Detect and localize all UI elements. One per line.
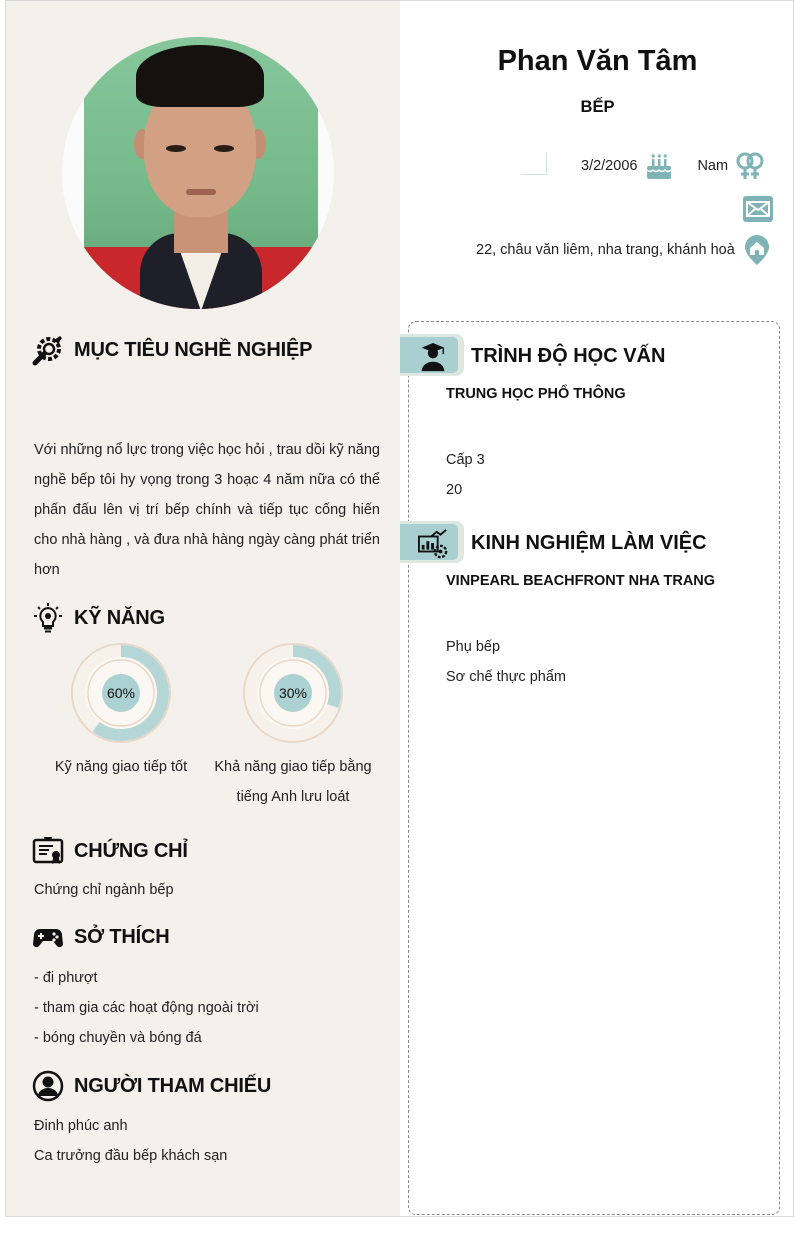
hobby-item: - bóng chuyền và bóng đá	[34, 1030, 202, 1046]
hobby-item: - đi phượt	[34, 970, 98, 986]
birthdate-row	[581, 150, 766, 182]
skill-name: Kỹ năng giao tiếp tốt	[54, 759, 188, 775]
phone-placeholder	[521, 153, 547, 175]
work-chart-icon	[418, 528, 448, 560]
gender: Nam	[697, 158, 729, 174]
hobby-item: - tham gia các hoạt động ngoài trời	[34, 1000, 259, 1016]
skill-name	[208, 752, 378, 812]
cv-page	[5, 0, 794, 1217]
education-line: 20	[446, 482, 463, 498]
education-school: TRUNG HỌC PHỔ THÔNG	[446, 386, 626, 402]
certificate-item: Chứng chỉ ngành bếp	[34, 882, 174, 898]
skill-item	[208, 640, 378, 812]
certificates-title: CHỨNG CHỈ	[74, 839, 188, 862]
person-circle-icon	[32, 1070, 64, 1102]
hobbies-title: SỞ THÍCH	[74, 925, 170, 948]
skills-lightbulb-icon	[32, 602, 64, 634]
objective-heading	[32, 334, 312, 366]
address-row	[476, 234, 773, 266]
address: 22, châu văn liêm, nha trang, khánh hoà	[476, 242, 735, 258]
certificates-heading	[32, 835, 188, 867]
career-gear-icon	[32, 334, 64, 366]
avatar	[62, 37, 334, 309]
skills-heading	[32, 602, 165, 634]
experience-line: Sơ chế thực phẩm	[446, 669, 566, 685]
experience-title: KINH NGHIỆM LÀM VIỆC	[471, 532, 707, 554]
left-column	[6, 1, 400, 1216]
education-badge	[400, 334, 464, 376]
gamepad-icon	[32, 921, 64, 953]
objective-text: Với những nổ lực trong việc học hỏi , trau dồi kỹ năng nghề bếp tôi hy vọng trong 3 hoạc 4 năm nữa có thể phấn đấu lên vị trí bếp chính và tiếp tục cống hiến cho nhà hàng , và đưa nhà hàng ngày càng phát triển hơn	[34, 442, 380, 578]
full-name: Phan Văn Tâm	[497, 45, 698, 77]
education-title: TRÌNH ĐỘ HỌC VẤN	[471, 345, 666, 367]
experience-badge	[400, 521, 464, 563]
reference-item: Đinh phúc anh	[34, 1118, 128, 1134]
skill-item	[36, 640, 206, 782]
skill-percent: 60%	[106, 685, 136, 701]
location-home-icon	[741, 234, 773, 266]
experience-line: Phụ bếp	[446, 639, 501, 655]
skill-name-line: tiếng Anh lưu loát	[236, 789, 350, 805]
references-heading	[32, 1070, 271, 1102]
gender-icon	[734, 150, 766, 182]
skill-name-line: Khả năng giao tiếp bằng	[214, 759, 372, 775]
birthdate: 3/2/2006	[581, 158, 638, 174]
skills-title: KỸ NĂNG	[74, 606, 165, 629]
certificate-icon	[32, 835, 64, 867]
skill-progress-ring	[240, 640, 346, 746]
reference-item: Ca trưởng đầu bếp khách sạn	[34, 1148, 228, 1164]
skill-percent: 30%	[278, 685, 308, 701]
hobbies-heading	[32, 921, 169, 953]
email-row	[742, 193, 774, 225]
birthday-cake-icon	[643, 150, 675, 182]
email-icon	[742, 193, 774, 225]
experience-company: VINPEARL BEACHFRONT NHA TRANG	[446, 573, 716, 589]
references-title: NGƯỜI THAM CHIẾU	[74, 1074, 272, 1097]
skill-progress-ring	[68, 640, 174, 746]
graduate-icon	[418, 341, 448, 373]
education-line: Cấp 3	[446, 452, 485, 468]
job-role: BẾP	[580, 98, 615, 116]
objective-title: MỤC TIÊU NGHỀ NGHIỆP	[74, 338, 313, 361]
